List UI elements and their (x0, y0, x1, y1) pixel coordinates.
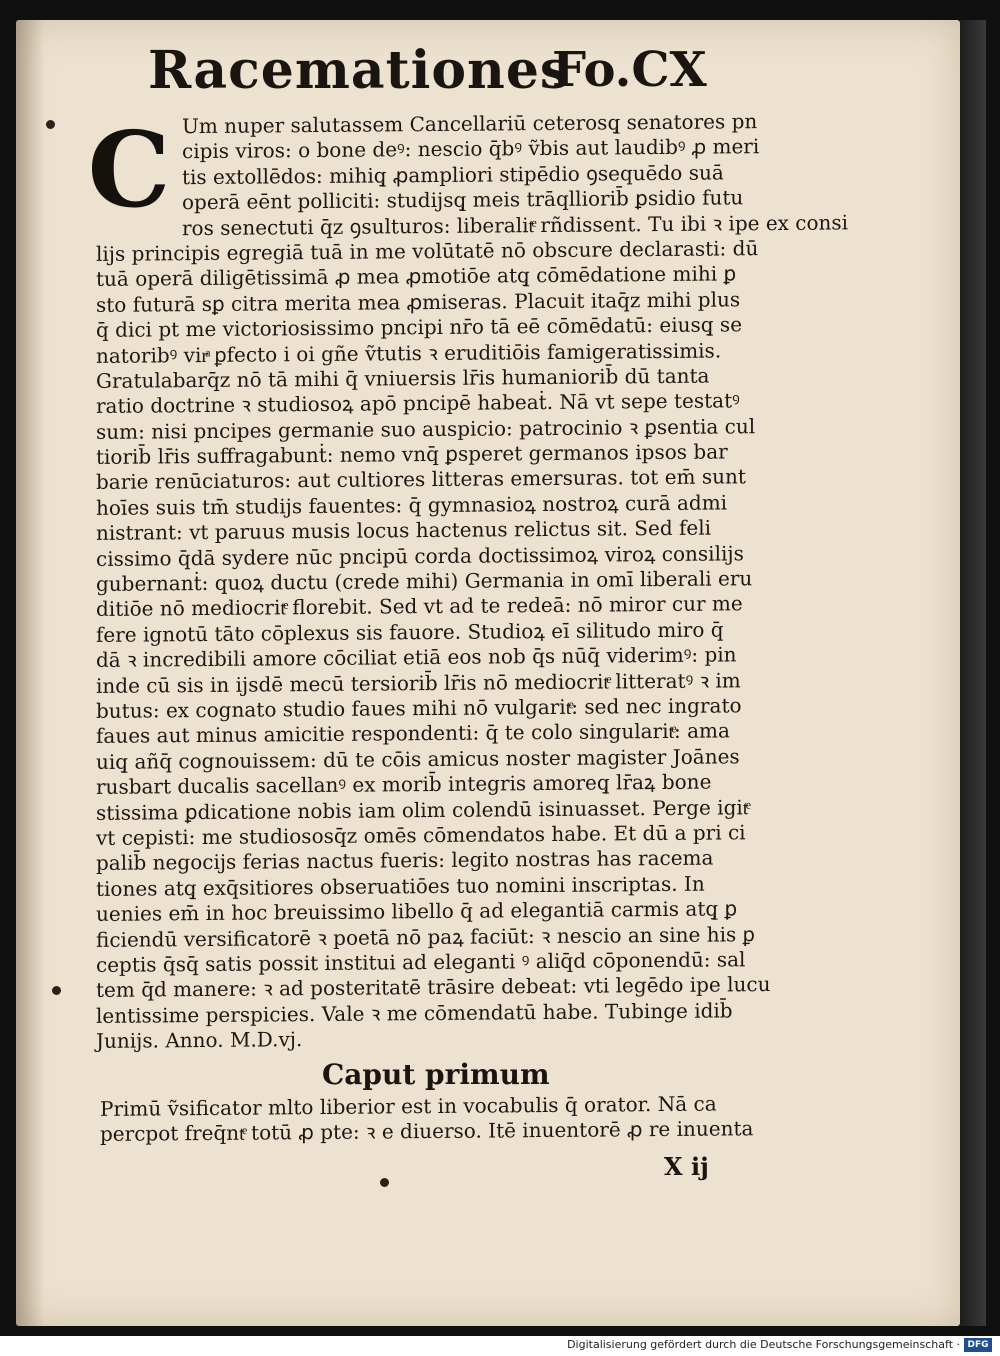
text-line: butus: ex cognato studio faues mihi nō vulgaritͤ: sed nec ingrato (96, 693, 742, 723)
text-line: ficiendū versificatorē ꝛ poetā nō paꝝ faciūt: ꝛ nescio an sine his ꝑ (96, 921, 755, 952)
text-line: sto futurā sꝑ citra merita mea ꝓmiseras. Placuit itaq̄z mihi plus (96, 287, 741, 317)
text-line: cissimo q̄dā sydere nūc pncipū corda doctissimoꝝ viroꝝ consilijs (96, 540, 744, 571)
text-line: rusbart ducalis sacellanꝰ ex morib̄ integris amoreq̧ lr̄aꝝ bone (96, 769, 712, 800)
text-line: ratio doctrine ꝛ studiosoꝝ apō pncipē habeaṫ. Nā vt sepe testatꝰ (96, 388, 740, 419)
text-line: inde cū sis in ijsdē mecū tersiorib̄ lr̄is nō mediocritͤ litteratꝰ ꝛ im (96, 667, 741, 698)
margin-dot-top (46, 120, 55, 129)
folio-number: Fo.CX (552, 42, 707, 98)
text-line: Gratulabarq̄z nō tā mihi q̄ vniuersis lr̄is humaniorib̄ dū tanta (96, 363, 710, 393)
text-line: sum: nisi pncipes germanie suo auspicio: patrocinio ꝛ ꝑsentia cul (96, 413, 756, 444)
text-line: uiq̧ añq̄ cognouissem: dū te cōis amicus noster magister Joānes (96, 744, 740, 774)
text-line: cipis viros: o bone deꝰ: nescio q̄bꝰ ṽbis aut laudibꝰ ꝓ meri (182, 134, 760, 164)
text-line: fere ignotū tāto cōplexus sis fauore. Studioꝝ eī silitudo miro q̄ (96, 617, 724, 647)
book-edge (960, 20, 986, 1326)
text-line: lentissime perspicies. Vale ꝛ me cōmendatū habe. Tubinge idib̄ (96, 998, 733, 1028)
text-line: nistrant: vt paruus musis locus hactenus relictus sit. Sed feli (96, 515, 712, 546)
text-line: ceptis q̄sq̄ satis possit institui ad eleganti ꝰ aliq̄d cōponendū: sal (96, 947, 746, 977)
center-dot-bottom (380, 1178, 389, 1187)
text-line: q̄ dici pt me victoriosissimo pncipi nr̄o tā eē cōmēdatū: eiusq̧ se (96, 312, 743, 343)
text-line: tuā operā diligētissimā ꝓ mea ꝓmotiōe atq̧ cōmēdatione mihi ꝑ (96, 261, 737, 292)
text-line: hoīes suis tm̄ studijs fauentes: q̄ gymnasioꝝ nostroꝝ curā admi (96, 490, 728, 520)
page-gutter-shadow (16, 20, 44, 1326)
text-line: tiorib̄ lr̄is suffragabunṫ: nemo vnq̄ ꝑsperet germanos ipsos bar (96, 439, 728, 470)
text-line: ros senectuti q̄z ꝯsulturos: liberalitͤ rñdissent. Tu ibi ꝛ ipe ex consi (182, 209, 849, 240)
text-line: gubernanṫ: quoꝝ ductu (crede mihi) Germania in omī liberali eru (96, 566, 753, 596)
dedicatory-letter (96, 109, 849, 1053)
dfg-logo: DFG (964, 1338, 992, 1352)
text-line: tem q̄d manere: ꝛ ad posteritatē trāsire debeat: vti legēdo ipe lucu (96, 972, 771, 1003)
chapter-body (100, 1091, 768, 1147)
text-line: dā ꝛ incredibili amore cōciliat etiā eos nob q̄s nūq̄ viderimꝰ: pin (96, 642, 737, 673)
text-line: barie renūciaturos: aut cultiores litteras emersuras. tot em̄ sunt (96, 464, 746, 495)
text-line: faues aut minus amicitie respondenti: q̄ te colo singularitͤ: ama (96, 718, 730, 749)
chapter-line: percpot freq̄ntͤ totū ꝓ pte: ꝛ e diuerso. Itē inuentorē ꝓ re inuenta (100, 1116, 754, 1147)
decorated-initial: C (87, 108, 171, 231)
text-line: lijs principis egregiā tuā in me volūtatē nō obscure declarasti: dū (96, 236, 759, 266)
text-line: natoribꝰ virͣ ꝑfecto i oi gñe ṽtutis ꝛ eruditiōis famigeratissimis. (96, 337, 722, 368)
margin-dot-middle (52, 986, 61, 995)
footer-bar (0, 1336, 1000, 1356)
running-title: Racemationes (148, 40, 571, 101)
text-line: Junijs. Anno. M.D.vj. (96, 1027, 303, 1053)
running-head (148, 36, 748, 116)
chapter-line: Primū ṽsificator mlto liberior est in vocabulis q̄ orator. Nā ca (100, 1091, 717, 1121)
text-line: uenies em̄ in hoc breuissimo libello q̄ ad elegantiā carmis atq̧ ꝑ (96, 896, 738, 927)
digitization-note: Digitalisierung gefördert durch die Deutsche Forschungsgemeinschaft · (567, 1338, 960, 1351)
text-line: ditiōe nō mediocritͤ florebit. Sed vt ad te redeā: nō miror cur me (96, 591, 743, 622)
text-line: tiones atq̧ exq̄sitiores obseruatiōes tuo nomini inscriptas. In (96, 871, 705, 901)
chapter-heading: Caput primum (322, 1058, 550, 1091)
signature-mark: X ij (664, 1152, 709, 1181)
text-line: operā eēnt polliciti: studijsq̧ meis trāqlliorib̄ ꝑsidio futu (182, 185, 744, 215)
text-line: Um nuper salutassem Cancellariū ceterosq̧ senatores pn (182, 109, 758, 139)
text-line: palib̄ negocijs ferias nactus fueris: legito nostras has racema (96, 845, 714, 876)
text-line: stissima ꝑdicatione nobis iam olim colendū isinuasset. Perge igitͤ (96, 794, 749, 825)
text-line: vt cepisti: me studiososq̄z omēs cōmendatos habe. Et dū a pri ci (96, 820, 746, 850)
text-line: tis extollēdos: mihiq̧ ꝓampliori stipēdio ꝯsequēdo suā (182, 160, 724, 189)
